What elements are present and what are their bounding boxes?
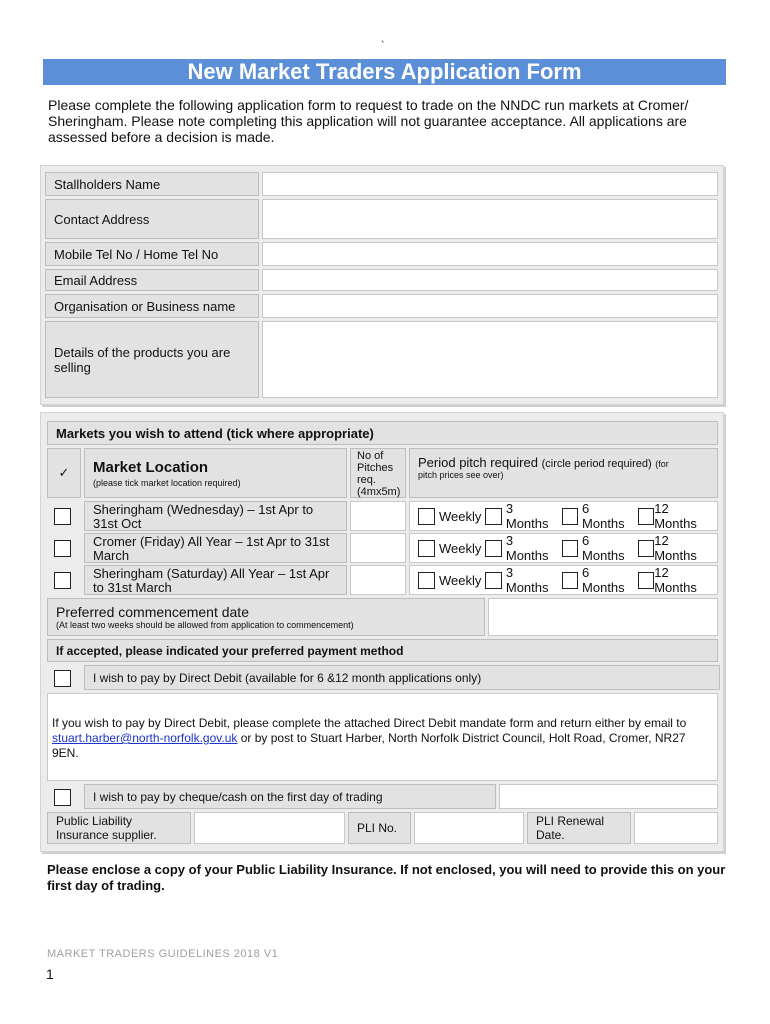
organisation-input[interactable]	[262, 294, 718, 318]
email-input[interactable]	[262, 269, 718, 291]
pli-supplier-input[interactable]	[194, 812, 345, 844]
intro-text: Please complete the following application form to request to trade on the NNDC run markets at Cromer/ Sheringham. Please note completing this application will not guarantee acceptance. All applications are assessed before a decision is made.	[48, 97, 689, 145]
market-location-3: Sheringham (Saturday) All Year – 1st Apr to 31st March	[84, 565, 347, 595]
weekly-option-3[interactable]: Weekly	[418, 572, 481, 589]
pli-number-label: PLI No.	[348, 812, 411, 844]
commencement-input[interactable]	[488, 598, 718, 636]
cheque-blank	[499, 784, 718, 809]
phone-label: Mobile Tel No / Home Tel No	[45, 242, 259, 266]
pli-renewal-input[interactable]	[634, 812, 718, 844]
pitches-input-2[interactable]	[350, 533, 406, 563]
cheque-checkbox[interactable]	[54, 789, 71, 806]
market-location-2: Cromer (Friday) All Year – 1st Apr to 31st March	[84, 533, 347, 563]
12-months-option-2[interactable]: 12 Months	[638, 533, 713, 563]
phone-input[interactable]	[262, 242, 718, 266]
email-link[interactable]: stuart.harber@north-norfolk.gov.uk	[52, 731, 238, 745]
3-months-option-3[interactable]: 3 Months	[485, 565, 557, 595]
pli-number-input[interactable]	[414, 812, 524, 844]
period-options-1	[409, 501, 718, 531]
3-months-option-1[interactable]: 3 Months	[485, 501, 557, 531]
12-months-option-3[interactable]: 12 Months	[638, 565, 713, 595]
direct-debit-label: I wish to pay by Direct Debit (available for 6 &12 month applications only)	[84, 665, 720, 690]
6-months-option-3[interactable]: 6 Months	[562, 565, 634, 595]
email-label: Email Address	[45, 269, 259, 291]
period-options-3	[409, 565, 718, 595]
location-checkbox-1[interactable]	[54, 508, 71, 525]
location-header: Market Location (please tick market location required)	[84, 448, 347, 498]
products-input[interactable]	[262, 321, 718, 398]
contact-address-input[interactable]	[262, 199, 718, 239]
page-number: 1	[46, 966, 54, 982]
6-months-option-1[interactable]: 6 Months	[562, 501, 634, 531]
form-title: New Market Traders Application Form	[43, 59, 726, 85]
commencement-label: Preferred commencement date (At least two weeks should be allowed from application to commencement)	[47, 598, 485, 636]
pli-supplier-label: Public Liability Insurance supplier.	[47, 812, 191, 844]
market-location-1: Sheringham (Wednesday) – 1st Apr to 31st Oct	[84, 501, 347, 531]
top-mark: `	[381, 40, 385, 52]
pitches-input-1[interactable]	[350, 501, 406, 531]
direct-debit-checkbox[interactable]	[54, 670, 71, 687]
cheque-label: I wish to pay by cheque/cash on the first day of trading	[84, 784, 496, 809]
3-months-option-2[interactable]: 3 Months	[485, 533, 557, 563]
location-checkbox-3[interactable]	[54, 572, 71, 589]
organisation-label: Organisation or Business name	[45, 294, 259, 318]
footer-text: MARKET TRADERS GUIDELINES 2018 V1	[47, 948, 279, 960]
contact-address-label: Contact Address	[45, 199, 259, 239]
pitches-input-3[interactable]	[350, 565, 406, 595]
tick-header: ✓	[47, 448, 81, 498]
12-months-option-1[interactable]: 12 Months	[638, 501, 713, 531]
markets-heading: Markets you wish to attend (tick where appropriate)	[47, 421, 718, 445]
pitches-header: No of Pitches req. (4mx5m)	[350, 448, 406, 498]
payment-heading: If accepted, please indicated your preferred payment method	[47, 639, 718, 662]
location-checkbox-2[interactable]	[54, 540, 71, 557]
weekly-option-1[interactable]: Weekly	[418, 508, 481, 525]
pli-notice: Please enclose a copy of your Public Liability Insurance. If not enclosed, you will need to provide this on your first day of trading.	[47, 862, 726, 893]
direct-debit-info: If you wish to pay by Direct Debit, please complete the attached Direct Debit mandate form and return either by email to stuart.harber@north-norfolk.gov.uk or by post to Stuart Harber, North Norfolk District Council, Holt Road, Cromer, NR27 9EN.	[47, 693, 718, 781]
products-label: Details of the products you are selling	[45, 321, 259, 398]
stallholder-name-label: Stallholders Name	[45, 172, 259, 196]
stallholder-name-input[interactable]	[262, 172, 718, 196]
period-options-2	[409, 533, 718, 563]
weekly-option-2[interactable]: Weekly	[418, 540, 481, 557]
pli-renewal-label: PLI Renewal Date.	[527, 812, 631, 844]
6-months-option-2[interactable]: 6 Months	[562, 533, 634, 563]
period-header: Period pitch required (circle period required) (for pitch prices see over)	[409, 448, 718, 498]
